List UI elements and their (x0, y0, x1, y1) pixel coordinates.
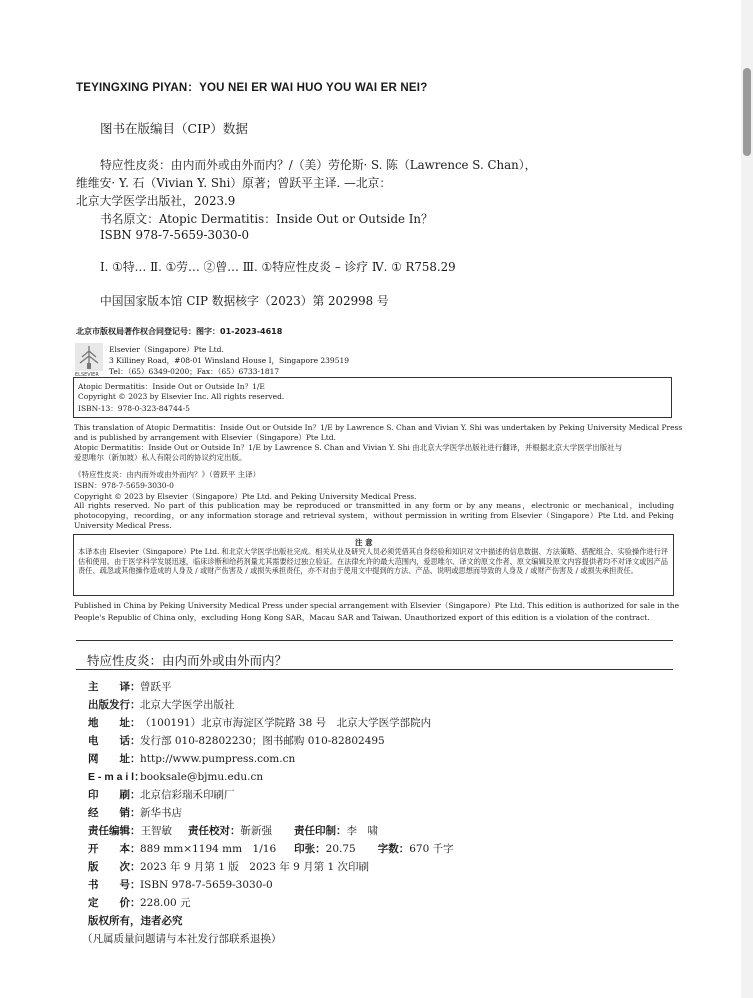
imprint-label: 书 号： (88, 879, 141, 891)
imprint-label: 字数： (377, 843, 410, 855)
imprint-label: 电 话： (88, 735, 141, 747)
imprint-email (88, 769, 263, 784)
cip-heading: 图书在版编目（CIP）数据 (100, 121, 248, 136)
divider (76, 640, 673, 641)
imprint-edition (88, 859, 369, 874)
imprint-address (88, 715, 431, 730)
cn-edition-title: 《特应性皮炎：由内而外或由外而内？》（曾跃平 主译） (74, 470, 261, 479)
imprint-value: （100191）北京市海淀区学院路 38 号 北京大学医学部院内 (140, 717, 432, 729)
imprint-value: 新华书店 (140, 807, 182, 819)
series-title: TEYINGXING PIYAN：YOU NEI ER WAI HUO YOU WAI ER NEI? (76, 82, 428, 94)
translation-notice-line: 爱思唯尔（新加坡）私人有限公司的协议约定出版。 (74, 453, 247, 462)
imprint-value: 670 千字 (409, 843, 454, 855)
cn-edition-copyright: Copyright © 2023 by Elsevier（Singapore）Pte Ltd. and Peking University Medical Press. (74, 492, 417, 501)
elsevier-logo-icon (75, 343, 103, 371)
original-title: Atopic Dermatitis：Inside Out or Outside In？1/E (78, 382, 265, 391)
notice-title: 注 意 (355, 538, 373, 547)
translation-notice-line: and is published by arrangement with Elsevier（Singapore）Pte Ltd. (74, 433, 336, 442)
divider (76, 669, 673, 670)
original-isbn: ISBN-13：978-0-323-84744-5 (78, 404, 190, 413)
sale-notice-line: People's Republic of China only，excluding Hong Kong SAR，Macau SAR and Taiwan. Unauthorized export of this edition is a violation of the contract. (74, 613, 650, 622)
scrollbar-thumb[interactable] (743, 68, 751, 156)
imprint-value: ISBN 978-7-5659-3030-0 (140, 879, 273, 891)
imprint-price (88, 895, 191, 910)
imprint-label: 经 销： (88, 807, 141, 819)
imprint-value: 李 啸 (346, 825, 378, 837)
imprint-phone (88, 733, 385, 748)
cip-line: 特应性皮炎：由内而外或由外而内？/（美）劳伦斯· S. 陈（Lawrence S. Chan）， (100, 158, 537, 172)
imprint-label: 出版发行： (88, 699, 141, 711)
imprint-label: 地 址： (88, 717, 141, 729)
imprint-value: 889 mm×1194 mm 1/16 (140, 843, 277, 855)
publisher-name: Elsevier（Singapore）Pte Ltd. (109, 345, 224, 354)
imprint-email-link[interactable]: booksale@bjmu.edu.cn (140, 771, 264, 783)
copyright-registration: 北京市版权局著作权合同登记号：图字：01-2023-4618 (76, 327, 283, 336)
imprint-label: 印张： (294, 843, 326, 855)
imprint-responsibilities (88, 823, 378, 838)
translation-notice-line: Atopic Dermatitis：Inside Out or Outside In？1/E by Lawrence S. Chan and Vivian Y. Shi 由北京大学医学出版社进行翻译，并根据北京大学医学出版社与 (74, 443, 623, 452)
sale-notice-line: Published in China by Peking University Medical Press under special arrangement with Elsevier（Singapore）Pte Ltd. This edition is authorized for sale in the (74, 601, 680, 610)
imprint-format (88, 841, 454, 856)
imprint-value: 2023 年 9 月第 1 版 2023 年 9 月第 1 次印刷 (140, 861, 370, 873)
cip-classification: Ⅰ. ①特… Ⅱ. ①劳… ②曾… Ⅲ. ①特应性皮炎 – 诊疗 Ⅳ. ① R758.29 (100, 260, 456, 274)
cip-line: 北京大学医学出版社，2023.9 (76, 194, 236, 208)
imprint-value: 王智敏 (140, 825, 172, 837)
cip-line: ISBN 978-7-5659-3030-0 (100, 228, 249, 242)
translation-notice-line: This translation of Atopic Dermatitis：Inside Out or Outside In？1/E by Lawrence S. Chan and Vivian Y. Shi was undertaken by Peking University Medical Press (74, 423, 683, 432)
imprint-website-link[interactable]: http://www.pumpress.com.cn (140, 753, 296, 765)
imprint-distributor (88, 805, 182, 820)
imprint-value: 发行部 010-82802230；图书邮购 010-82802495 (140, 735, 385, 747)
imprint-publisher (88, 697, 235, 712)
imprint-isbn (88, 877, 273, 892)
imprint-value: 228.00 元 (140, 897, 191, 909)
cip-line: 书名原文：Atopic Dermatitis：Inside Out or Outside In？ (100, 212, 433, 226)
imprint-label: 网 址： (88, 753, 141, 765)
imprint-value: 曾跃平 (140, 681, 172, 693)
cn-edition-rights: All rights reserved. No part of this publication may be reproduced or transmitted in any form or by any means，electronic or mechanical，including photocopying，recording，or any information storage and retrieval system，without permission in writing from Elsevier（Singapore）Pte Ltd. and Peking University Medical Press. (74, 501, 674, 530)
imprint-translator (88, 679, 172, 694)
cip-number: 中国国家版本馆 CIP 数据核字（2023）第 202998 号 (100, 294, 389, 308)
imprint-printer (88, 787, 235, 802)
imprint-label: E - m a i l： (88, 771, 145, 783)
imprint-label: 版 次： (88, 861, 141, 873)
elsevier-logo-text: ELSEVIER (75, 372, 99, 378)
book-title: 特应性皮炎：由内而外或由外而内？ (87, 654, 288, 668)
imprint-label: 定 价： (88, 897, 141, 909)
imprint-return-note (82, 931, 282, 946)
imprint-rights (88, 913, 183, 928)
imprint-value: 北京大学医学出版社 (140, 699, 235, 711)
imprint-label: 主 译： (88, 681, 141, 693)
publisher-phone: Tel：（65）6349-0200；Fax：（65）6733-1817 (109, 367, 280, 376)
imprint-website (88, 751, 295, 766)
imprint-value: 靳新强 (240, 825, 272, 837)
publisher-address: 3 Killiney Road，#08-01 Winsland House I，Singapore 239519 (109, 356, 350, 365)
imprint-label: 开 本： (88, 843, 141, 855)
original-copyright: Copyright © 2023 by Elsevier Inc. All rights reserved. (78, 392, 285, 401)
imprint-label: 责任印制： (294, 825, 347, 837)
return-note: （凡属质量问题请与本社发行部联系退换） (82, 933, 282, 945)
imprint-value: 北京信彩瑞禾印刷厂 (140, 789, 235, 801)
rights-statement: 版权所有，违者必究 (88, 915, 183, 927)
imprint-value: 20.75 (325, 843, 356, 855)
imprint-label: 责任校对： (188, 825, 241, 837)
cn-edition-isbn: ISBN：978-7-5659-3030-0 (74, 481, 174, 490)
imprint-label: 责任编辑： (88, 825, 141, 837)
imprint-label: 印 刷： (88, 789, 141, 801)
notice-body: 本译本由 Elsevier（Singapore）Pte Ltd. 和北京大学医学出版社完成。相关从业及研究人员必须凭借其自身经验和知识对文中描述的信息数据、方法策略、搭配组合、实验操作进行评估和使用。由于医学科学发展迅速，临床诊断和给药剂量尤其需要经过独立验证。在法律允许的最大范围内，爱思唯尔、译文的原文作者、原文编辑及原文内容提供者均不对译文或因产品责任、疏忽或其他操作造成的人身及 / 或财产伤害及 / 或损失承担责任，亦不对由于使用文中提到的方法、产品、说明或思想而导致的人身及 / 或财产伤害及 / 或损失承担责任。 (78, 547, 668, 575)
cip-line: 维维安· Y. 石（Vivian Y. Shi）原著；曾跃平主译. —北京： (76, 176, 392, 190)
